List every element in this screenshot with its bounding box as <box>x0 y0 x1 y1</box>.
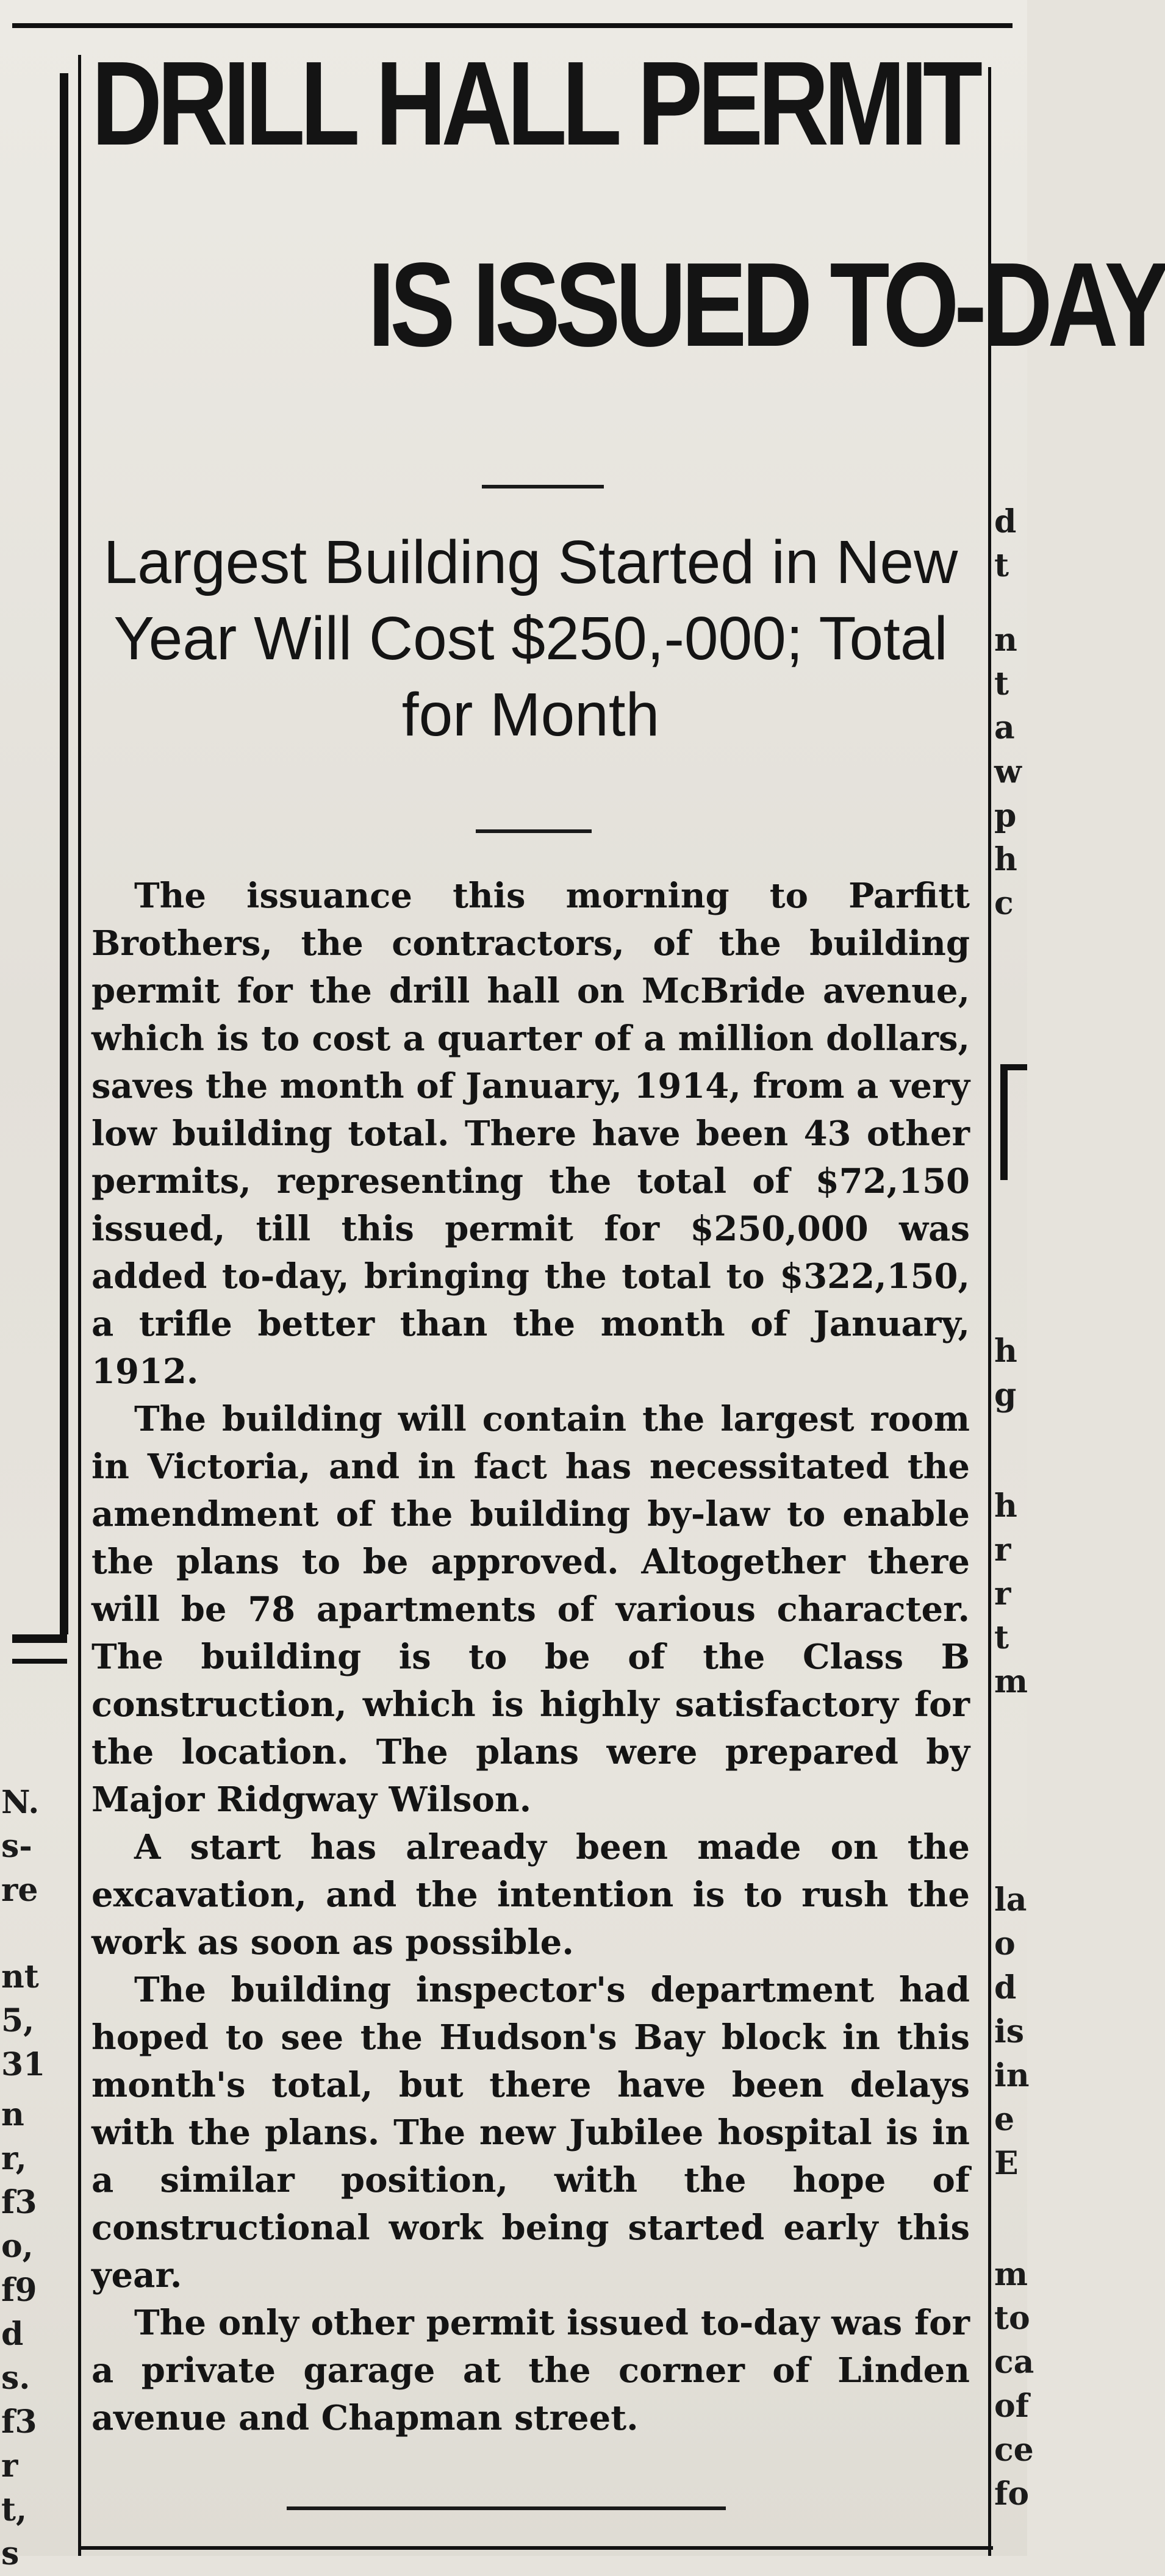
left-column-break <box>12 1634 67 1643</box>
left-fragment: f3 <box>1 2403 37 2441</box>
paragraph: The building will contain the largest room in Victoria, and in fact has necessitated the amendment of the building by-law to enable the plans to be approved. Altogether there will be 78 apartments of various character. The building is to be of the Class B construction, which is highly satisfactory for the location. The plans were prepared by Major Ridgway Wilson. <box>91 1399 970 1820</box>
right-fragment: c <box>994 885 1014 922</box>
right-fragment: w <box>994 753 1022 790</box>
left-fragment: N. <box>1 1784 40 1821</box>
right-box-edge <box>1000 1064 1008 1180</box>
right-fragment: m <box>994 1663 1028 1700</box>
right-fragment: n <box>994 621 1017 659</box>
left-fragment: r <box>1 2447 18 2485</box>
subhead-divider <box>476 829 592 833</box>
left-fragment: d <box>1 2316 24 2353</box>
paragraph: A start has already been made on the excavation, and the intention is to rush the work as soon as possible. <box>91 1827 970 1962</box>
right-fragment: o <box>994 1925 1016 1962</box>
right-fragment: t <box>994 547 1009 584</box>
paragraph: The building inspector's department had hoped to see the Hudson's Bay block in this month's total, but there have been delays with the plans. The new Jubilee hospital is in a similar position, with the hope of constructional work being started early this year. <box>91 1970 970 2295</box>
left-fragment: o, <box>1 2228 34 2265</box>
right-fragment: is <box>994 2013 1025 2050</box>
right-fragment: e <box>994 2101 1015 2138</box>
right-box-top <box>1000 1064 1027 1070</box>
right-fragment: r <box>994 1575 1011 1612</box>
right-margin-column-lower <box>994 1878 1034 2516</box>
left-fragment: s- <box>1 1828 32 1865</box>
left-column-break-2 <box>12 1659 67 1664</box>
right-fragment: h <box>994 1333 1017 1370</box>
headline-line-2: IS ISSUED TO-DAY <box>368 238 1165 371</box>
right-fragment: t <box>994 1619 1009 1656</box>
right-fragment: h <box>994 1487 1017 1525</box>
paragraph: The only other permit issued to-day was for a private garage at the corner of Linden avenue and Chapman street. <box>91 2303 970 2438</box>
left-fragment: n <box>1 2096 24 2133</box>
right-fragment: t <box>994 665 1009 703</box>
left-margin-column <box>1 1781 59 2576</box>
right-fragment: E <box>994 2145 1019 2182</box>
top-rule <box>12 23 1013 28</box>
right-fragment: r <box>994 1531 1011 1569</box>
left-fragment: 5, <box>1 2002 35 2039</box>
right-fragment: la <box>994 1881 1027 1919</box>
headline-divider <box>482 485 604 488</box>
left-fragment: s <box>1 2535 20 2572</box>
right-fragment: d <box>994 503 1017 540</box>
left-fragment: re <box>1 1872 38 1909</box>
right-fragment: of <box>994 2388 1030 2425</box>
left-column-rule <box>60 73 68 1634</box>
right-fragment: to <box>994 2300 1030 2337</box>
right-fragment: fo <box>994 2475 1030 2513</box>
article-end-rule <box>287 2506 726 2510</box>
right-fragment: ce <box>994 2431 1034 2469</box>
bottom-page-rule <box>78 2546 993 2550</box>
subheadline: Largest Building Started in New Year Will Cost $250,-000; Total for Month <box>103 528 958 749</box>
right-fragment: in <box>994 2057 1030 2094</box>
left-fragment: 31 <box>1 2046 46 2083</box>
right-margin-column-middle <box>994 1329 1027 1704</box>
left-fragment: nt <box>1 1958 39 1995</box>
left-fragment: t, <box>1 2491 27 2528</box>
right-fragment: ca <box>994 2344 1034 2381</box>
headline-line-1: DRILL HALL PERMIT <box>91 37 978 170</box>
right-fragment: p <box>994 797 1017 834</box>
right-fragment: h <box>994 841 1017 878</box>
right-fragment: g <box>994 1376 1017 1414</box>
right-fragment: a <box>994 709 1015 746</box>
right-fragment: d <box>994 1969 1017 2006</box>
article-left-rule <box>78 55 81 2556</box>
left-fragment: r, <box>1 2140 27 2177</box>
left-fragment: f3 <box>1 2184 37 2221</box>
paragraph: The issuance this morning to Parfitt Brothers, the contractors, of the building permit for the drill hall on McBride avenue, which is to cost a quarter of a million dollars, saves the month of January, 1914, from a very low building total. There have been 43 other permits, representing the total of $72,150 issued, till this permit for $250,000 was added to-day, bringing the total to $322,150, a trifle better than the month of January, 1912. <box>91 876 970 1392</box>
right-fragment: m <box>994 2256 1028 2293</box>
left-fragment: s. <box>1 2360 30 2397</box>
article-body <box>91 872 970 2442</box>
article-right-rule <box>988 67 991 2556</box>
right-margin-column-upper <box>994 500 1027 926</box>
left-fragment: f9 <box>1 2272 37 2309</box>
